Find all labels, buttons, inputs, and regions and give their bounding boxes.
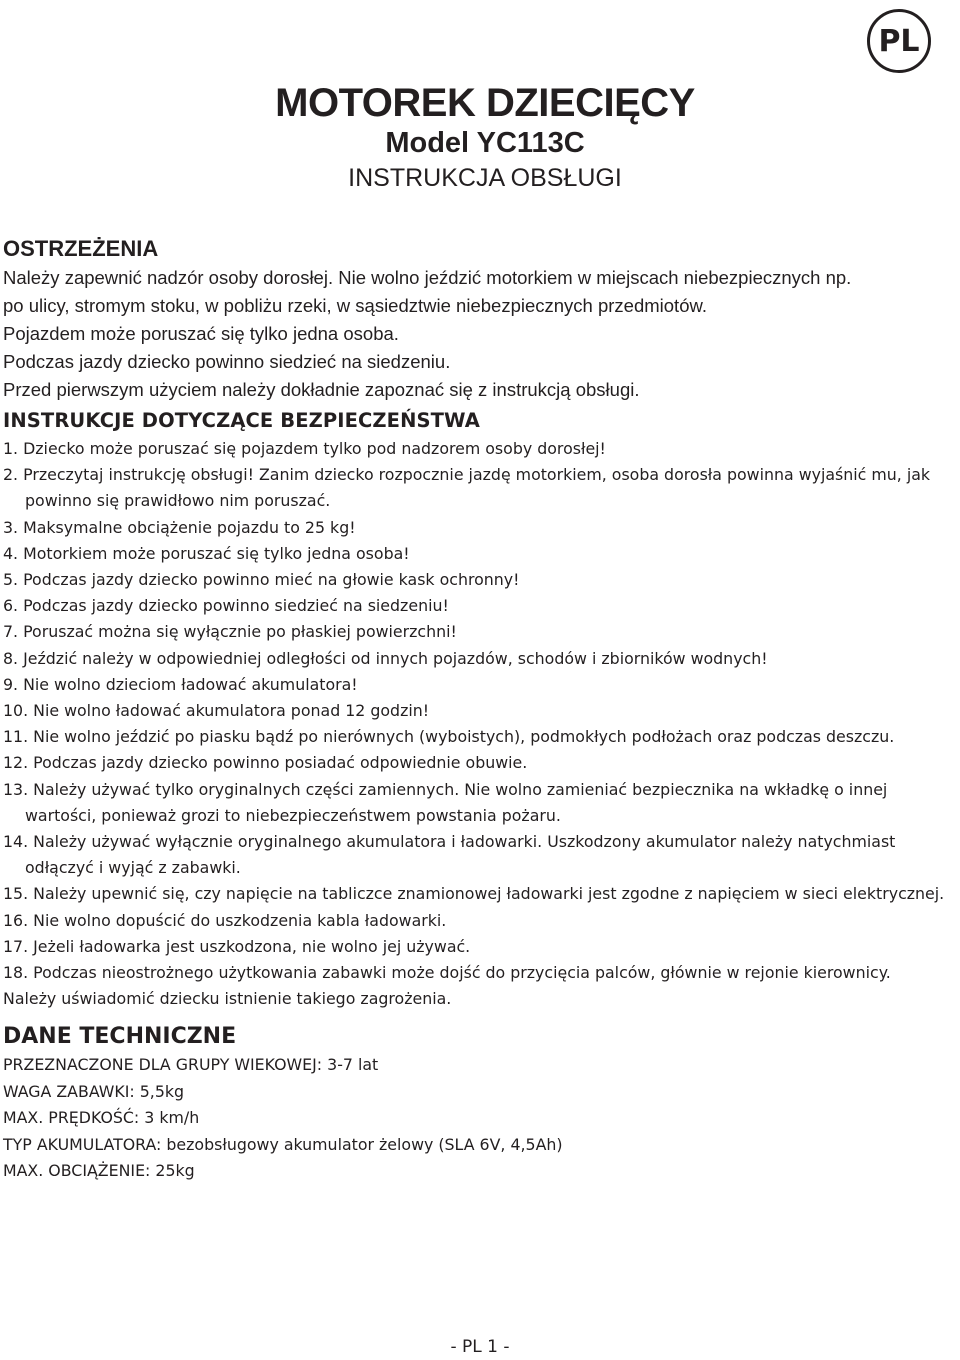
safety-item: 6. Podczas jazdy dziecko powinno siedzieć na siedzeniu! <box>3 596 449 616</box>
safety-item: 1. Dziecko może poruszać się pojazdem tylko pod nadzorem osoby dorosłej! <box>3 439 606 458</box>
warning-line: po ulicy, stromym stoku, w pobliżu rzeki, w sąsiedztwie niebezpiecznych przedmiotów. <box>3 295 707 316</box>
safety-item: 5. Podczas jazdy dziecko powinno mieć na głowie kask ochronny! <box>3 570 520 590</box>
warning-line: Pojazdem może poruszać się tylko jedna osoba. <box>3 323 399 344</box>
tech-section <box>3 1022 958 1185</box>
safety-item: 18. Podczas nieostrożnego użytkowania zabawki może dojść do przycięcia palców, głównie w rejonie kierownicy. <box>3 963 891 983</box>
warnings-section <box>3 234 958 404</box>
document-subtitle: INSTRUKCJA OBSŁUGI <box>348 164 622 192</box>
model-name: Model YC113C <box>385 127 585 159</box>
tech-spec-line: MAX. OBCIĄŻENIE: 25kg <box>3 1161 195 1181</box>
warning-line: Należy zapewnić nadzór osoby dorosłej. Nie wolno jeździć motorkiem w miejscach niebezpiecznych np. <box>3 267 852 288</box>
safety-item: 8. Jeździć należy w odpowiedniej odległości od innych pojazdów, schodów i zbiorników wodnych! <box>3 648 768 668</box>
safety-heading: INSTRUKCJE DOTYCZĄCE BEZPIECZEŃSTWA <box>3 409 480 432</box>
document-title: MOTOREK DZIECIĘCY <box>275 81 695 125</box>
safety-item: 9. Nie wolno dzieciom ładować akumulatora! <box>3 674 358 694</box>
safety-item: 10. Nie wolno ładować akumulatora ponad 12 godzin! <box>3 701 430 721</box>
safety-item: 15. Należy upewnić się, czy napięcie na tabliczce znamionowej ładowarki jest zgodne z napięciem w sieci elektrycznej. <box>3 884 945 904</box>
safety-item: 12. Podczas jazdy dziecko powinno posiadać odpowiednie obuwie. <box>3 753 528 773</box>
safety-closing-note: Należy uświadomić dziecku istnienie takiego zagrożenia. <box>3 989 452 1009</box>
safety-item: 4. Motorkiem może poruszać się tylko jedna osoba! <box>3 543 410 563</box>
page-number: - PL 1 - <box>450 1337 510 1357</box>
tech-heading: DANE TECHNICZNE <box>3 1024 237 1050</box>
tech-spec-line: TYP AKUMULATORA: bezobsługowy akumulator żelowy (SLA 6V, 4,5Ah) <box>3 1134 563 1154</box>
safety-item: 14. Należy używać wyłącznie oryginalnego akumulatora i ładowarki. Uszkodzony akumulator należy natychmiast odłączyć i wyjąć z zabawki. <box>3 832 896 878</box>
safety-item: 7. Poruszać można się wyłącznie po płaskiej powierzchni! <box>3 622 457 642</box>
content <box>3 234 958 1185</box>
safety-section <box>3 407 958 1012</box>
tech-spec-line: PRZEZNACZONE DLA GRUPY WIEKOWEJ: 3-7 lat <box>3 1055 379 1075</box>
title-block <box>0 80 960 194</box>
safety-item: 3. Maksymalne obciążenie pojazdu to 25 kg! <box>3 517 356 537</box>
safety-item: 16. Nie wolno dopuścić do uszkodzenia kabla ładowarki. <box>3 910 447 930</box>
warning-line: Podczas jazdy dziecko powinno siedzieć na siedzeniu. <box>3 351 451 372</box>
language-badge: PL <box>867 9 931 73</box>
safety-item: 13. Należy używać tylko oryginalnych części zamiennych. Nie wolno zamieniać bezpiecznika na wkładkę o innej wartości, ponieważ grozi to niebezpieczeństwem powstania pożaru. <box>3 779 888 825</box>
warnings-heading: OSTRZEŻENIA <box>3 236 159 261</box>
warning-line: Przed pierwszym użyciem należy dokładnie zapoznać się z instrukcją obsługi. <box>3 379 640 400</box>
safety-item: 2. Przeczytaj instrukcję obsługi! Zanim dziecko rozpocznie jazdę motorkiem, osoba dorosła powinna wyjaśnić mu, jak powinno się prawidłowo nim poruszać. <box>3 465 931 511</box>
safety-item: 17. Jeżeli ładowarka jest uszkodzona, nie wolno jej używać. <box>3 936 471 956</box>
tech-spec-line: MAX. PRĘDKOŚĆ: 3 km/h <box>3 1108 200 1128</box>
tech-spec-line: WAGA ZABAWKI: 5,5kg <box>3 1081 185 1101</box>
safety-item: 11. Nie wolno jeździć po piasku bądź po nierównych (wyboistych), podmokłych podłożach oraz podczas deszczu. <box>3 727 895 747</box>
